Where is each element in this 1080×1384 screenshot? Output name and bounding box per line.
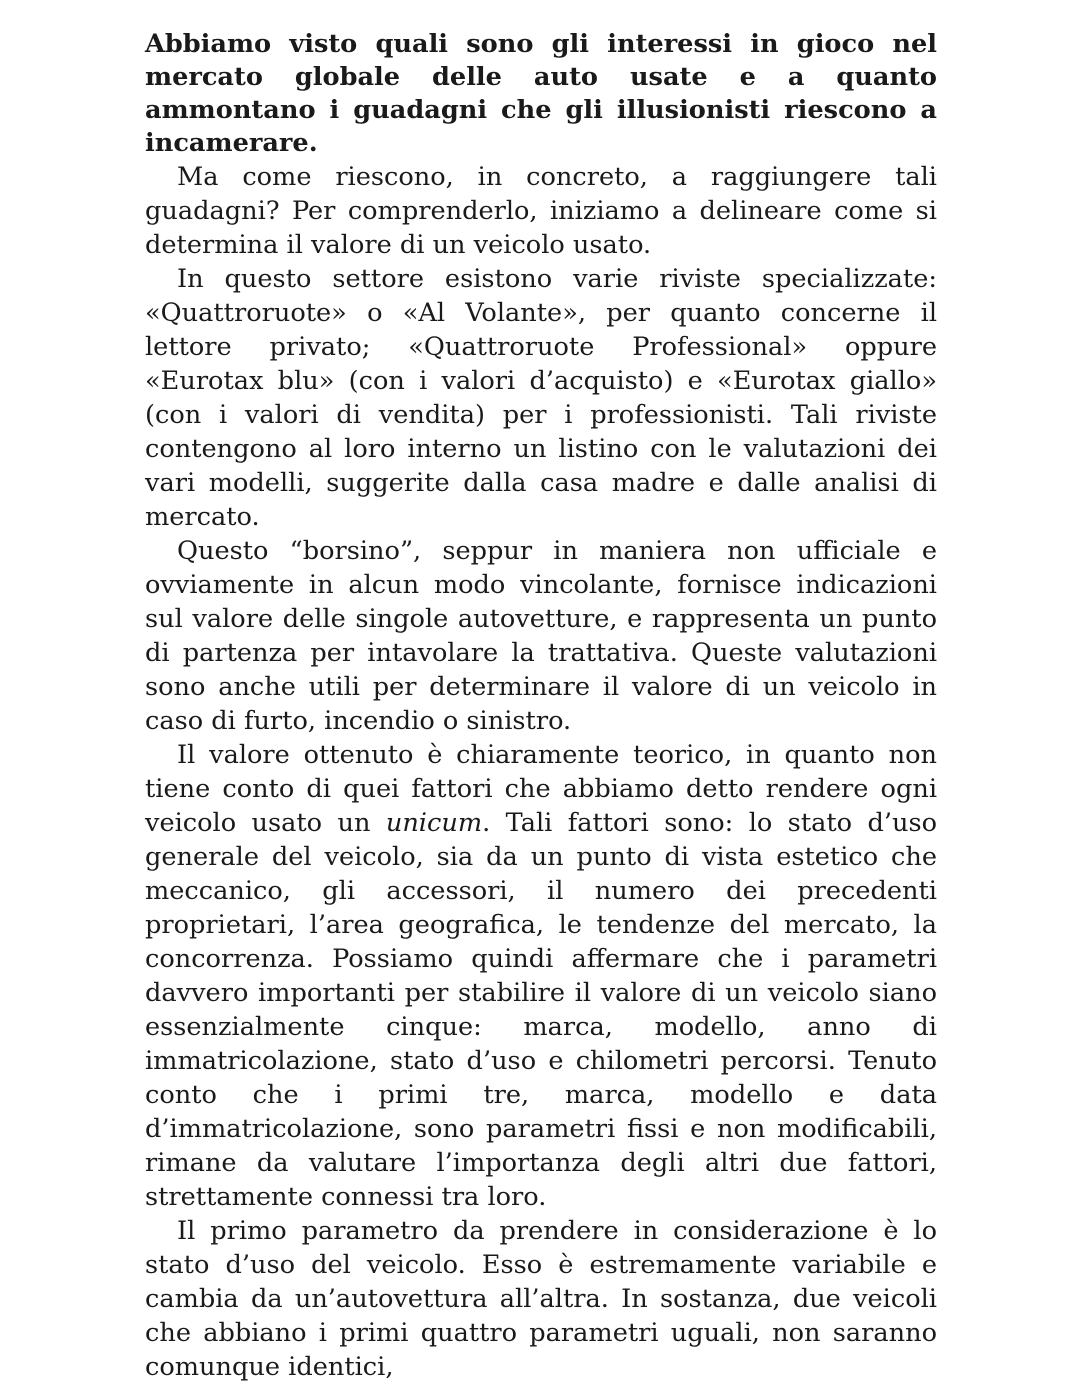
paragraph-text-after-italic: . Tali fattori sono: lo stato d’uso generale del veicolo, sia da un punto di vista estetico che meccanico, gli accessori, il numero dei precedenti proprietari, l’area geografica, le tendenze del mercato, la concorrenza. Possiamo quindi affermare che i parametri davvero importanti per stabilire il valore di un veicolo siano essenzialmente cinque: marca, modello, anno di immatricolazione, stato d’uso e chilometri percorsi. Tenuto conto che i primi tre, marca, modello e data d’immatricolazione, sono parametri fissi e non modificabili, rimane da valutare l’importanza degli altri due fattori, strettamente connessi tra loro. — [145, 808, 937, 1212]
book-page — [145, 28, 937, 1384]
italic-term: unicum — [385, 808, 483, 838]
body-paragraph-5: Il primo parametro da prendere in considerazione è lo stato d’uso del veicolo. Esso è estremamente variabile e cambia da un’autovettura all’altra. In sostanza, due veicoli che abbiano i primi quattro parametri uguali, non saranno comunque identici, — [145, 1216, 937, 1382]
lead-paragraph: Abbiamo visto quali sono gli interessi in gioco nel mercato globale delle auto usate e a quanto ammontano i guadagni che gli illusionisti riescono a incamerare. — [145, 29, 937, 158]
body-paragraph-1: Ma come riescono, in concreto, a raggiungere tali guadagni? Per comprenderlo, iniziamo a delineare come si determina il valore di un veicolo usato. — [145, 162, 937, 260]
body-paragraph-3: Questo “borsino”, seppur in maniera non ufficiale e ovviamente in alcun modo vincolante, fornisce indicazioni sul valore delle singole autovetture, e rappresenta un punto di partenza per intavolare la trattativa. Queste valutazioni sono anche utili per determinare il valore di un veicolo in caso di furto, incendio o sinistro. — [145, 536, 937, 736]
body-paragraph-2: In questo settore esistono varie riviste specializzate: «Quattroruote» o «Al Volante», per quanto concerne il lettore privato; «Quattroruote Professional» oppure «Eurotax blu» (con i valori d’acquisto) e «Eurotax giallo» (con i valori di vendita) per i professionisti. Tali riviste contengono al loro interno un listino con le valutazioni dei vari modelli, suggerite dalla casa madre e dalle analisi di mercato. — [145, 264, 937, 532]
body-paragraph-4 — [145, 738, 937, 1214]
paragraph-text-before-italic: Il valore ottenuto è chiaramente teorico, in quanto non tiene conto di quei fattori che abbiamo detto rendere ogni veicolo usato un — [145, 740, 937, 838]
